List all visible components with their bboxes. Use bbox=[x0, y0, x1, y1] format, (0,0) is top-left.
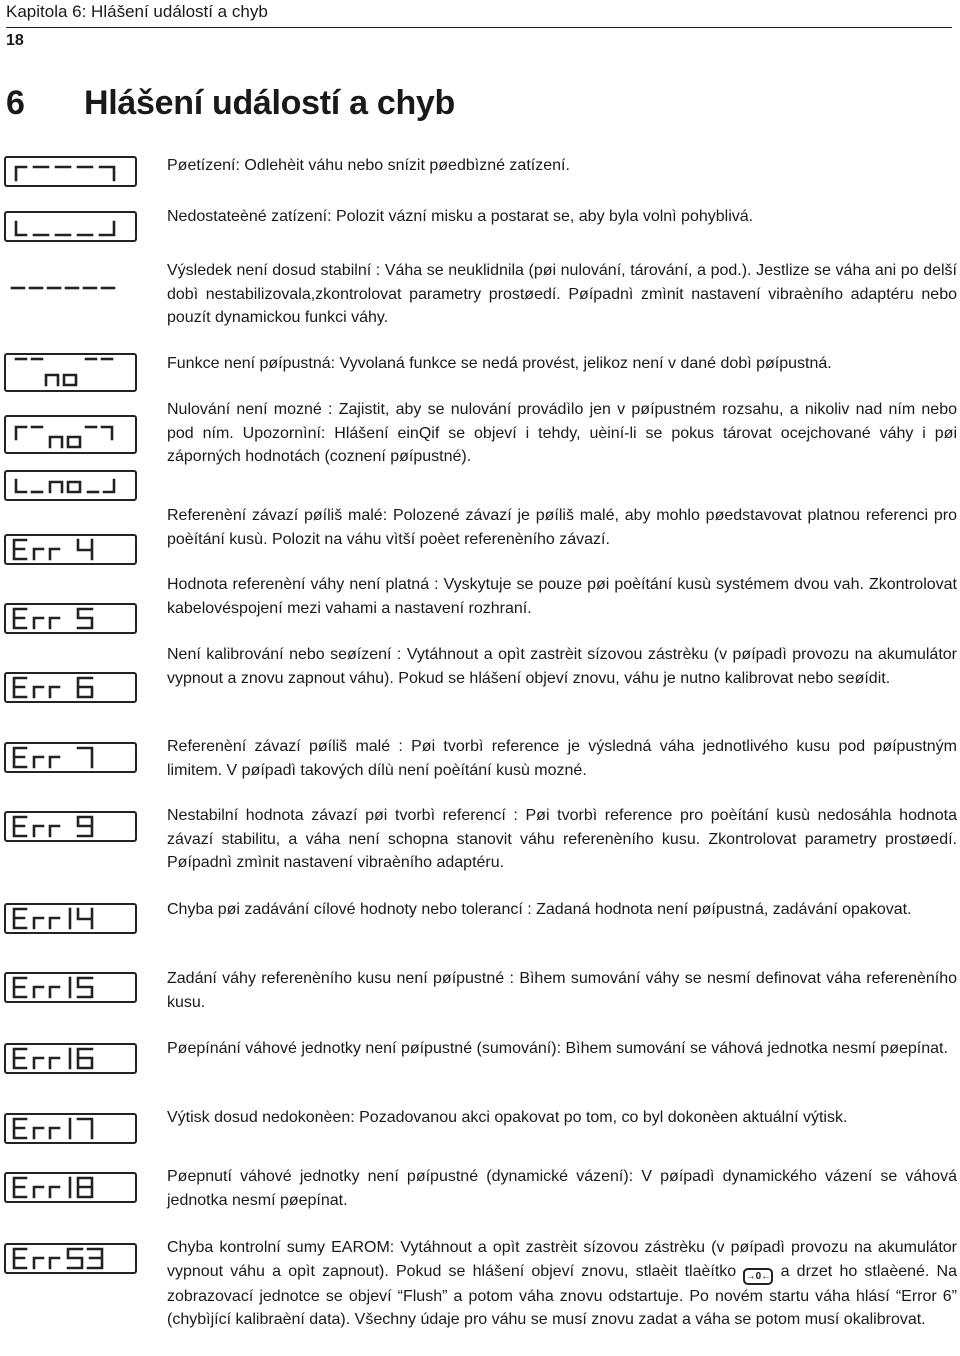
header-rule bbox=[6, 27, 952, 28]
display-err53-icon bbox=[4, 1243, 137, 1274]
display-err17-icon bbox=[4, 1113, 137, 1144]
overload-description: Pøetízení: Odlehèit váhu nebo snízit pøedbìzné zatízení. bbox=[167, 157, 570, 174]
display-err9-icon bbox=[4, 811, 137, 842]
page-number: 18 bbox=[6, 32, 24, 49]
display-err7-icon bbox=[4, 742, 137, 773]
zeroing-not-possible-description: Nulování není mozné : Zajistit, aby se nulování provádìlo jen v pøípustném rozsahu, a nikoliv nad ním nebo pod ním. Upozornìní: Hlášení einQif se objeví i tehdy, uèiní-li se pokus tárovat ocejchované váhy i pøi záporných hodnotách (coznení pøípustné). bbox=[167, 401, 957, 465]
err4-description: Referenèní závazí pøíliš malé: Polozené závazí je pøíliš malé, aby mohlo pøedstavovat platnou referenci pro poèítání kusù. Polozit na váhu vìtší poèet referenèního závazí. bbox=[167, 507, 957, 548]
display-underload-icon bbox=[4, 211, 137, 242]
err7-description: Referenèní závazí pøíliš malé : Pøi tvorbì reference je výsledná váha jednotlivého kusu pod pøípustným limitem. V pøípadì takových dílù není poèítání kusù mozné. bbox=[167, 738, 957, 779]
display-no-icon bbox=[4, 353, 137, 392]
section-number: 6 bbox=[6, 84, 25, 122]
err53-text-a: Chyba kontrolní sumy EAROM: Vytáhnout a opìt zastrèit sízovou zástrèku (v pøípadì provozu na akumulátor vypnout váhu a opìt zapnout). Pokud se hlášení objeví znovu, stlaèit tlaèítko bbox=[167, 1239, 957, 1280]
err5-description: Hodnota referenèní váhy není platná : Vyskytuje se pouze pøi poèítání kusù systémem dvou vah. Zkontrolovat kabelovéspojení mezi vahami a nastavení rozhraní. bbox=[167, 576, 957, 617]
err53-description bbox=[167, 1236, 957, 1332]
display-err6-icon bbox=[4, 672, 137, 703]
display-no-bottom-icon bbox=[4, 470, 137, 501]
err53-text-b: a drzet ho stlaèené. Na zobrazovací jednotce se objeví “Flush” a potom váha znovu odstartuje. Po novém startu váha hlásí “Error 6” (chybìjící kalibraèní data). Všechny údaje pro váhu se musí znovu zadat a váha se potom musí okalibrovat. bbox=[167, 1262, 958, 1328]
display-dashes-icon bbox=[4, 272, 137, 303]
chapter-header: Kapitola 6: Hlášení událostí a chyb bbox=[6, 2, 268, 21]
err6-description: Není kalibrování nebo seøízení : Vytáhnout a opìt zastrèit sízovou zástrèku (v pøípadì provozu na akumulátor vypnout a znovu zapnout váhu). Pokud se hlášení objeví znovu, váhu je nutno kalibrovat nebo seøídit. bbox=[167, 646, 957, 687]
display-err18-icon bbox=[4, 1172, 137, 1203]
err15-description: Zadání váhy referenèního kusu není pøípustné : Bìhem sumování váhy se nesmí definovat váha referenèního kusu. bbox=[167, 970, 957, 1011]
zero-key-icon: →0← bbox=[743, 1268, 773, 1285]
display-err16-icon bbox=[4, 1043, 137, 1074]
err9-description: Nestabilní hodnota závazí pøi tvorbì referencí : Pøi tvorbì reference pro poèítání kusù nedosáhla hodnota závazí stabilitu, a váha není schopna stanovit váhu referenèního kusu. Zkontrolovat parametry prostøedí. Pøípadnì zmìnit nastavení vibraèního adaptéru. bbox=[167, 807, 957, 871]
display-err15-icon bbox=[4, 972, 137, 1003]
unstable-description: Výsledek není dosud stabilní : Váha se neuklidnila (pøi nulování, tárování, a pod.). Jestlize se váha ani po delší dobì nestabilizovala,zkontrolovat parametry prostøedí. Pøípadnì zmìnit nastavení vibraèního adaptéru nebo pouzít dynamickou funkci váhy. bbox=[167, 262, 957, 326]
section-title: Hlášení událostí a chyb bbox=[84, 84, 455, 122]
display-err4-icon bbox=[4, 534, 137, 565]
err18-description: Pøepnutí váhové jednotky není pøípustné (dynamické vázení): V pøípadì dynamického vázení se váhová jednotka nesmí pøepínat. bbox=[167, 1168, 957, 1209]
underload-description: Nedostateèné zatízení: Polozit vázní misku a postarat se, aby byla volnì pohyblivá. bbox=[167, 208, 754, 225]
err16-description: Pøepínání váhové jednotky není pøípustné (sumování): Bìhem sumování se váhová jednotka nesmí pøepínat. bbox=[167, 1040, 948, 1057]
err14-description: Chyba pøi zadávání cílové hodnoty nebo tolerancí : Zadaná hodnota není pøípustná, zadávání opakovat. bbox=[167, 901, 912, 918]
display-no-top-icon bbox=[4, 415, 137, 454]
display-overload-icon bbox=[4, 156, 137, 187]
display-err14-icon bbox=[4, 903, 137, 934]
function-not-allowed-description: Funkce není pøípustná: Vyvolaná funkce se nedá provést, jelikoz není v dané dobì pøípustná. bbox=[167, 355, 832, 372]
page-title bbox=[6, 84, 455, 123]
err17-description: Výtisk dosud nedokonèen: Pozadovanou akci opakovat po tom, co byl dokonèen aktuální výtisk. bbox=[167, 1109, 848, 1126]
display-err5-icon bbox=[4, 603, 137, 634]
